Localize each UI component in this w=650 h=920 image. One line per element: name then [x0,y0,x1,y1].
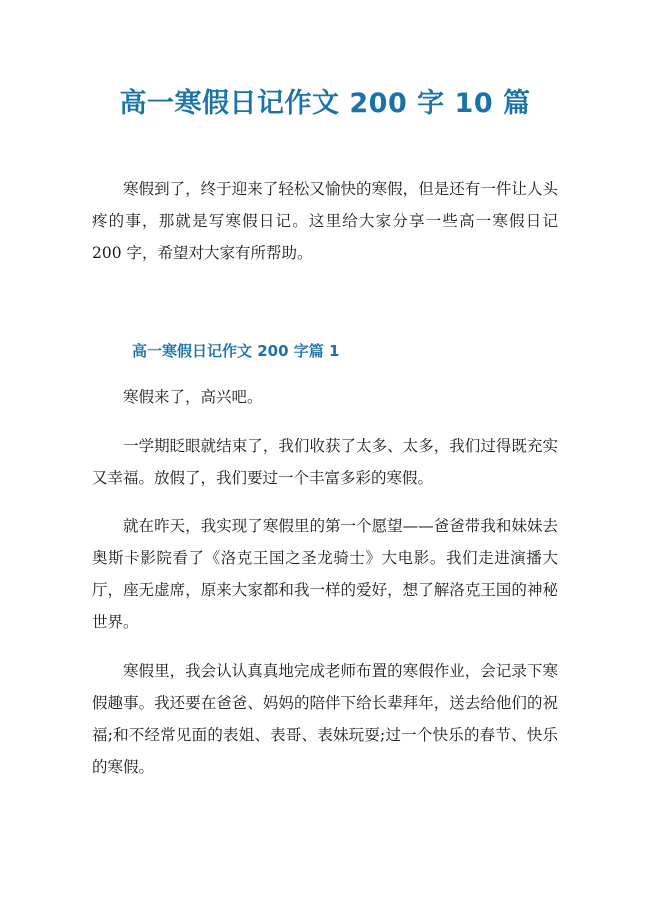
page-title: 高一寒假日记作文 200 字 10 篇 [119,88,531,119]
intro-paragraph: 寒假到了，终于迎来了轻松又愉快的寒假，但是还有一件让人头疼的事，那就是写寒假日记。这里给大家分享一些高一寒假日记 200 字，希望对大家有所帮助。 [92,180,558,262]
body-paragraph-4: 寒假里，我会认认真真地完成老师布置的寒假作业，会记录下寒假趣事。我还要在爸爸、妈妈的陪伴下给长辈拜年，送去给他们的祝福;和不经常见面的表姐、表哥、表妹玩耍;过一个快乐的春节、快乐的寒假。 [92,662,558,776]
body-paragraph-2: 一学期眨眼就结束了，我们收获了太多、太多，我们过得既充实又幸福。放假了，我们要过一个丰富多彩的寒假。 [92,437,558,487]
body-paragraph-1: 寒假来了，高兴吧。 [123,388,263,406]
body-paragraph-3: 就在昨天，我实现了寒假里的第一个愿望——爸爸带我和妹妹去奥斯卡影院看了《洛克王国之圣龙骑士》大电影。我们走进演播大厅，座无虚席，原来大家都和我一样的爱好，想了解洛克王国的神秘世界。 [92,517,558,631]
section-heading: 高一寒假日记作文 200 字篇 1 [132,342,340,360]
